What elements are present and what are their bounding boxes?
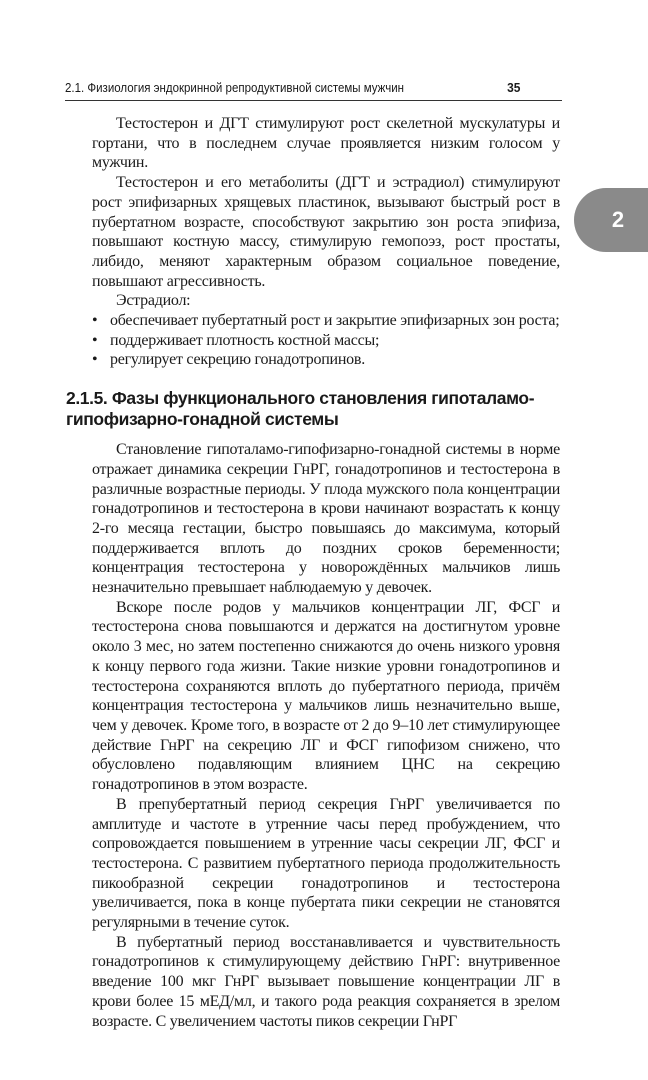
paragraph: Эстрадиол: [116, 292, 191, 310]
paragraph: Тестостерон и его метаболиты (ДГТ и эстрадиол) стимулируют рост эпифизарных хрящевых пластинок, вызывают быстрый рост в пубертатном возрасте, способствуют закрытию зон роста эпифиза, повышают костную массу, стимулирую гемопоэз, рост простаты, либидо, меняют характерным образом социальное поведение, повышают агрессивность. [92, 174, 560, 290]
section-heading: 2.1.5. Фазы функционального становления гипоталамо-гипофизарно-гонадной системы [66, 388, 535, 430]
chapter-tab: 2 [574, 188, 648, 252]
paragraph: Вскоре после родов у мальчиков концентрации ЛГ, ФСГ и тестостерона снова повышаются и держатся на достигнутом уровне около 3 мес, но затем постепенно снижаются до очень низкого уровня к концу первого года жизни. Такие низкие уровни гонадотропинов и тестостерона сохраняются вплоть до пубертатного периода, причём концентрация тестостерона у мальчиков лишь незначительно выше, чем у девочек. Кроме того, в возрасте от 2 до 9–10 лет стимулирующее действие ГнРГ на секрецию ЛГ и ФСГ гипофизом снижено, что обусловлено подавляющим влиянием ЦНС на секрецию гонадотропинов в этом возрасте. [92, 598, 560, 794]
bullet-icon: • [92, 312, 98, 330]
bullet-icon: • [92, 351, 98, 369]
paragraph: Становление гипоталамо-гипофизарно-гонадной системы в норме отражает динамика секреции ГнРГ, гонадотропинов и тестостерона в различные возрастные периоды. У плода мужского пола концентрации гонадотропинов и тестостерона в крови начинают возрастать к концу 2-го месяца гестации, быстро повышаясь до максимума, который поддерживается вплоть до поздних сроков беременности; концентрация тестостерона у новорождённых мальчиков лишь незначительно превышает наблюдаемую у девочек. [92, 441, 560, 597]
bullet-icon: • [92, 331, 98, 349]
page-number: 35 [507, 80, 521, 95]
running-header [65, 80, 520, 95]
page-body [66, 114, 560, 1031]
list-item: • поддерживает плотность костной массы; [92, 331, 380, 349]
running-title: 2.1. Физиология эндокринной репродуктивной системы мужчин [65, 81, 404, 95]
paragraph: В препубертатный период секреция ГнРГ увеличивается по амплитуде и частоте в утренние часы перед пробуждением, что сопровождается повышением в утренние часы секреции ЛГ, ФСГ и тестостерона. С развитием пубертатного периода продолжительность пикообразной секреции гонадотропинов и тестостерона увеличивается, пока в конце пубертата пики секреции не становятся регулярными в течение суток. [92, 795, 560, 932]
list-item: • регулирует секрецию гонадотропинов. [92, 351, 365, 369]
paragraph: В пубертатный период восстанавливается и чувствительность гонадотропинов к стимулирующему действию ГнРГ: внутривенное введение 100 мкг ГнРГ вызывает повышение концентрации ЛГ в крови более 15 мЕД/мл, и такого рода реакция сохраняется в зрелом возрасте. С увеличением частоты пиков секреции ГнРГ [92, 933, 560, 1030]
paragraph: Тестостерон и ДГТ стимулируют рост скелетной мускулатуры и гортани, что в последнем случае проявляется низким голосом у мужчин. [92, 115, 560, 172]
bullet-list [92, 311, 560, 370]
header-rule [65, 100, 562, 101]
list-item: • обеспечивает пубертатный рост и закрытие эпифизарных зон роста; [92, 312, 560, 330]
